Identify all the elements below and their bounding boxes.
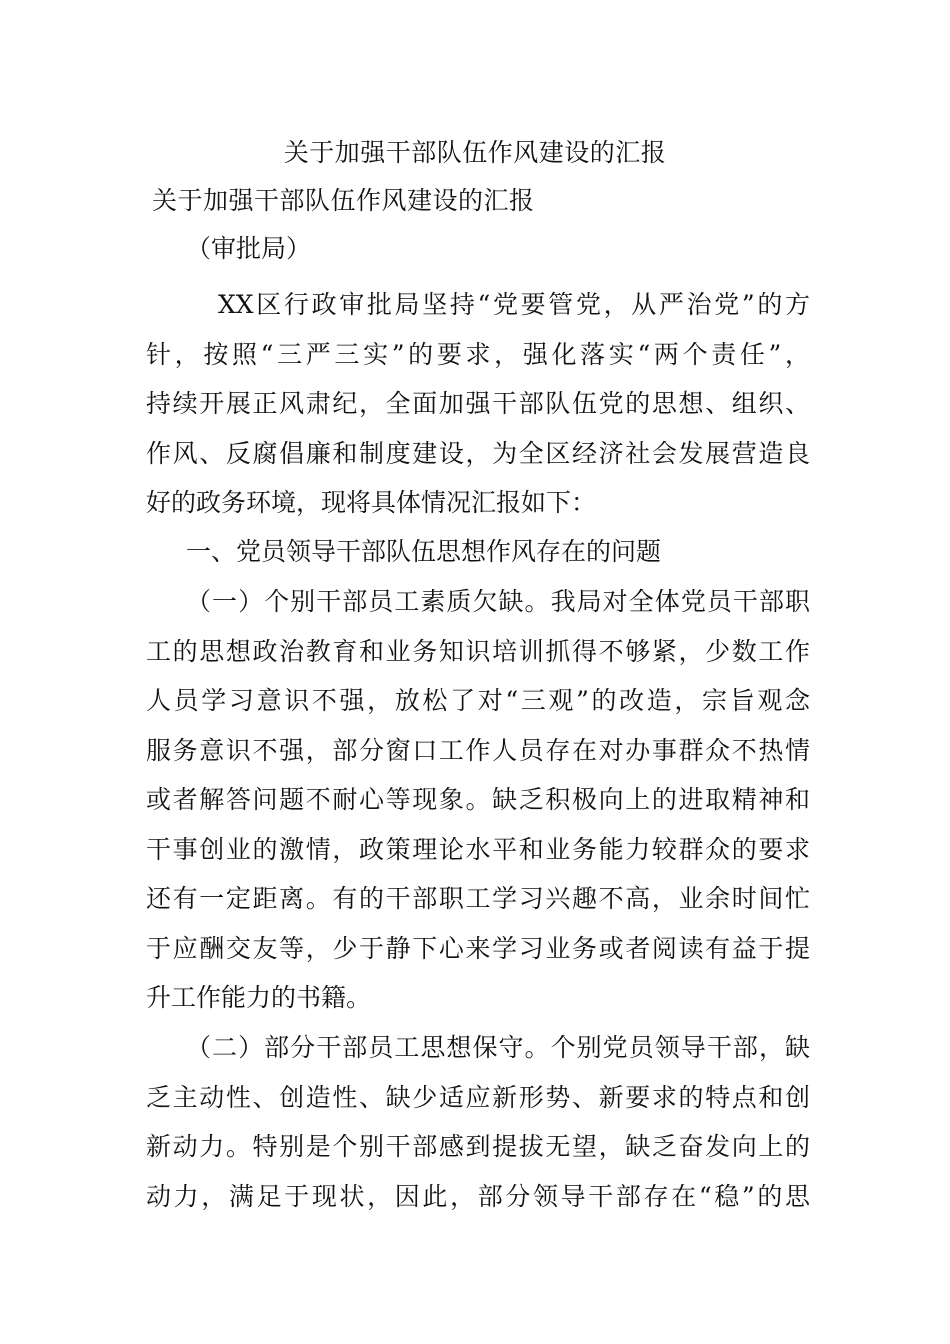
document-subtitle: 关于加强干部队伍作风建设的汇报 [152,186,535,215]
paragraph-line: 升工作能力的书籍。 [146,983,372,1012]
section-1-paragraph [146,577,810,1023]
section-heading: 一、党员领导干部队伍思想作风存在的问题 [186,537,662,566]
document-title: 关于加强干部队伍作风建设的汇报 [283,138,667,167]
paragraph-line: （二）部分干部员工思想保守。个别党员领导干部，缺 [186,1033,810,1062]
paragraph-line: 干事创业的激情，政策理论水平和业务能力较群众的要求 [146,834,810,864]
paragraph-line: 新动力。特别是个别干部感到提拔无望，缺乏奋发向上的 [146,1132,810,1161]
section-2-paragraph [146,1023,810,1221]
intro-paragraph [146,280,810,528]
paragraph-line: 服务意识不强，部分窗口工作人员存在对办事群众不热情 [146,735,810,765]
document-author: （审批局） [186,234,312,263]
paragraph-line: 针，按照“三严三实”的要求，强化落实“两个责任”， [146,339,810,369]
paragraph-line: 于应酬交友等，少于静下心来学习业务或者阅读有益于提 [146,933,810,963]
paragraph-line: 作风、反腐倡廉和制度建设，为全区经济社会发展营造良 [146,438,810,468]
paragraph-line: 或者解答问题不耐心等现象。缺乏积极向上的进取精神和 [146,785,810,814]
paragraph-line: XX区行政审批局坚持“党要管党，从严治党”的方 [218,290,810,319]
paragraph-line: 动力，满足于现状，因此，部分领导干部存在“稳”的思 [146,1181,810,1211]
paragraph-line: 工的思想政治教育和业务知识培训抓得不够紧，少数工作 [146,636,810,666]
paragraph-line: 好的政务环境，现将具体情况汇报如下： [146,488,597,517]
paragraph-line: （一）个别干部员工素质欠缺。我局对全体党员干部职 [186,587,810,616]
paragraph-line: 还有一定距离。有的干部职工学习兴趣不高，业余时间忙 [146,884,810,913]
paragraph-line: 持续开展正风肃纪，全面加强干部队伍党的思想、组织、 [146,389,810,418]
paragraph-line: 人员学习意识不强，放松了对“三观”的改造，宗旨观念 [146,686,810,715]
paragraph-line: 乏主动性、创造性、缺少适应新形势、新要求的特点和创 [146,1082,810,1112]
